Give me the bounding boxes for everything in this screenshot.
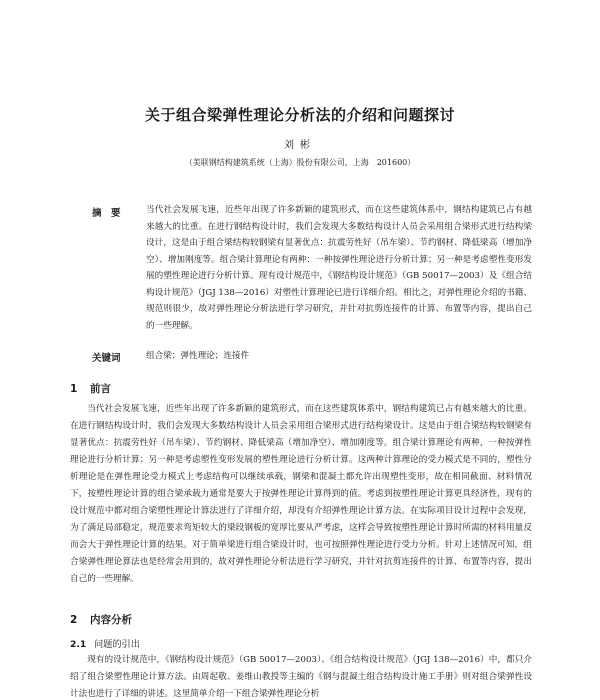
section-1-title: 前言 [90,383,111,395]
keywords-label: 关键词 [92,353,121,364]
keywords-text: 组合梁；弹性理论；连接件 [146,351,250,361]
abstract-text: 当代社会发展飞速，近些年出现了许多新颖的建筑形式，而在这些建筑体系中，钢结构建筑已占有越来越大的比重。在进行钢结构设计时，我们会发现大多数结构设计人员会采用组合梁形式进行结构梁设计，这是由于组合梁结构较钢梁有显著优点：抗震劳性好（吊车梁）、节约钢材、降低梁高（增加净空）、增加刚度等。组合梁计算理论有两种：一种按弹性理论进行分析计算；另一种是考虑塑性变形发展的塑性理论进行分析计算。现有设计规范中，《钢结构设计规范》（GB 50017—2003）及《组合结构设计规范》（JGJ 138—2016）对塑性计算理论已进行详细介绍。相比之，对弹性理论介绍的书籍、规范则很少，故对弹性理论分析法进行学习研究，并针对抗剪连接件的计算、布置等内容，提出自己的一些理解。 [146,205,532,331]
section-2-1-heading [70,636,140,650]
section-1-number: 1 [70,383,78,395]
author-affiliation: （美联钢结构建筑系统（上海）股份有限公司，上海 201600） [184,158,416,167]
section-2-1-title: 问题的引出 [94,639,140,650]
section-2-1-paragraph: 现有的设计规范中，《钢结构设计规范》（GB 50017—2003）、《组合结构设计规范》（JGJ 138—2016）中，都只介绍了组合梁塑性理论计算方法。由周起敬、姜维山教授等主编的《钢与混凝土组合结构设计施工手册》则对组合梁弹性设计法也进行了详细的讲述。这里简单介绍一下组合梁弹性理论分析 [70,655,532,699]
section-2-number: 2 [70,614,78,626]
section-1-heading [70,381,111,396]
paper-title: 关于组合梁弹性理论分析法的介绍和问题探讨 [144,106,455,124]
author-name: 刘彬 [284,140,316,151]
section-2-title: 内容分析 [90,614,132,626]
section-2-1-number: 2.1 [70,639,87,650]
section-1-paragraph: 当代社会发展飞速，近些年出现了许多新颖的建筑形式，而在这些建筑体系中，钢结构建筑已占有越来越大的比重。在进行钢结构设计时，我们会发现大多数结构设计人员会采用组合梁形式进行结构梁设计。这是由于组合梁结构较钢梁有显著优点：抗震劳性好（吊车梁）、节约钢材、降低梁高（增加净空）、增加刚度等。组合梁计算理论有两种，一种按弹性理论进行分析计算；另一种是考虑塑性变形发展的塑性理论进行分析计算。这两种计算理论的受力模式是不同的，塑性分析理论是在弹性理论受力模式上考虑结构可以继续承载，钢梁和混凝土都允许出现塑性变形，故在相同截面、材料情况下，按塑性理论计算的组合梁承载力通常是要大于按弹性理论计算得到的值。考虑到按塑性理论计算更具经济性，现有的设计规范中都对组合梁塑性理论计算法进行了详细介绍，却没有介绍弹性理论计算方法。在实际项目设计过程中会发现，为了满足局部稳定，规范要求弯矩较大的梁段钢板的宽厚比要从严考虑，这样会导致按塑性理论计算时所需的材料用量反而会大于弹性理论计算的结果。对于简单梁进行组合梁设计时，也可按照弹性理论进行受力分析。针对上述情况可知，组合梁弹性理论算法也是经常会用到的，故对弹性理论分析法进行学习研究，并针对抗剪连接件的计算、布置等内容，提出自己的一些理解。 [70,404,532,584]
section-2-heading [70,612,132,627]
abstract-label: 摘 要 [92,208,121,219]
